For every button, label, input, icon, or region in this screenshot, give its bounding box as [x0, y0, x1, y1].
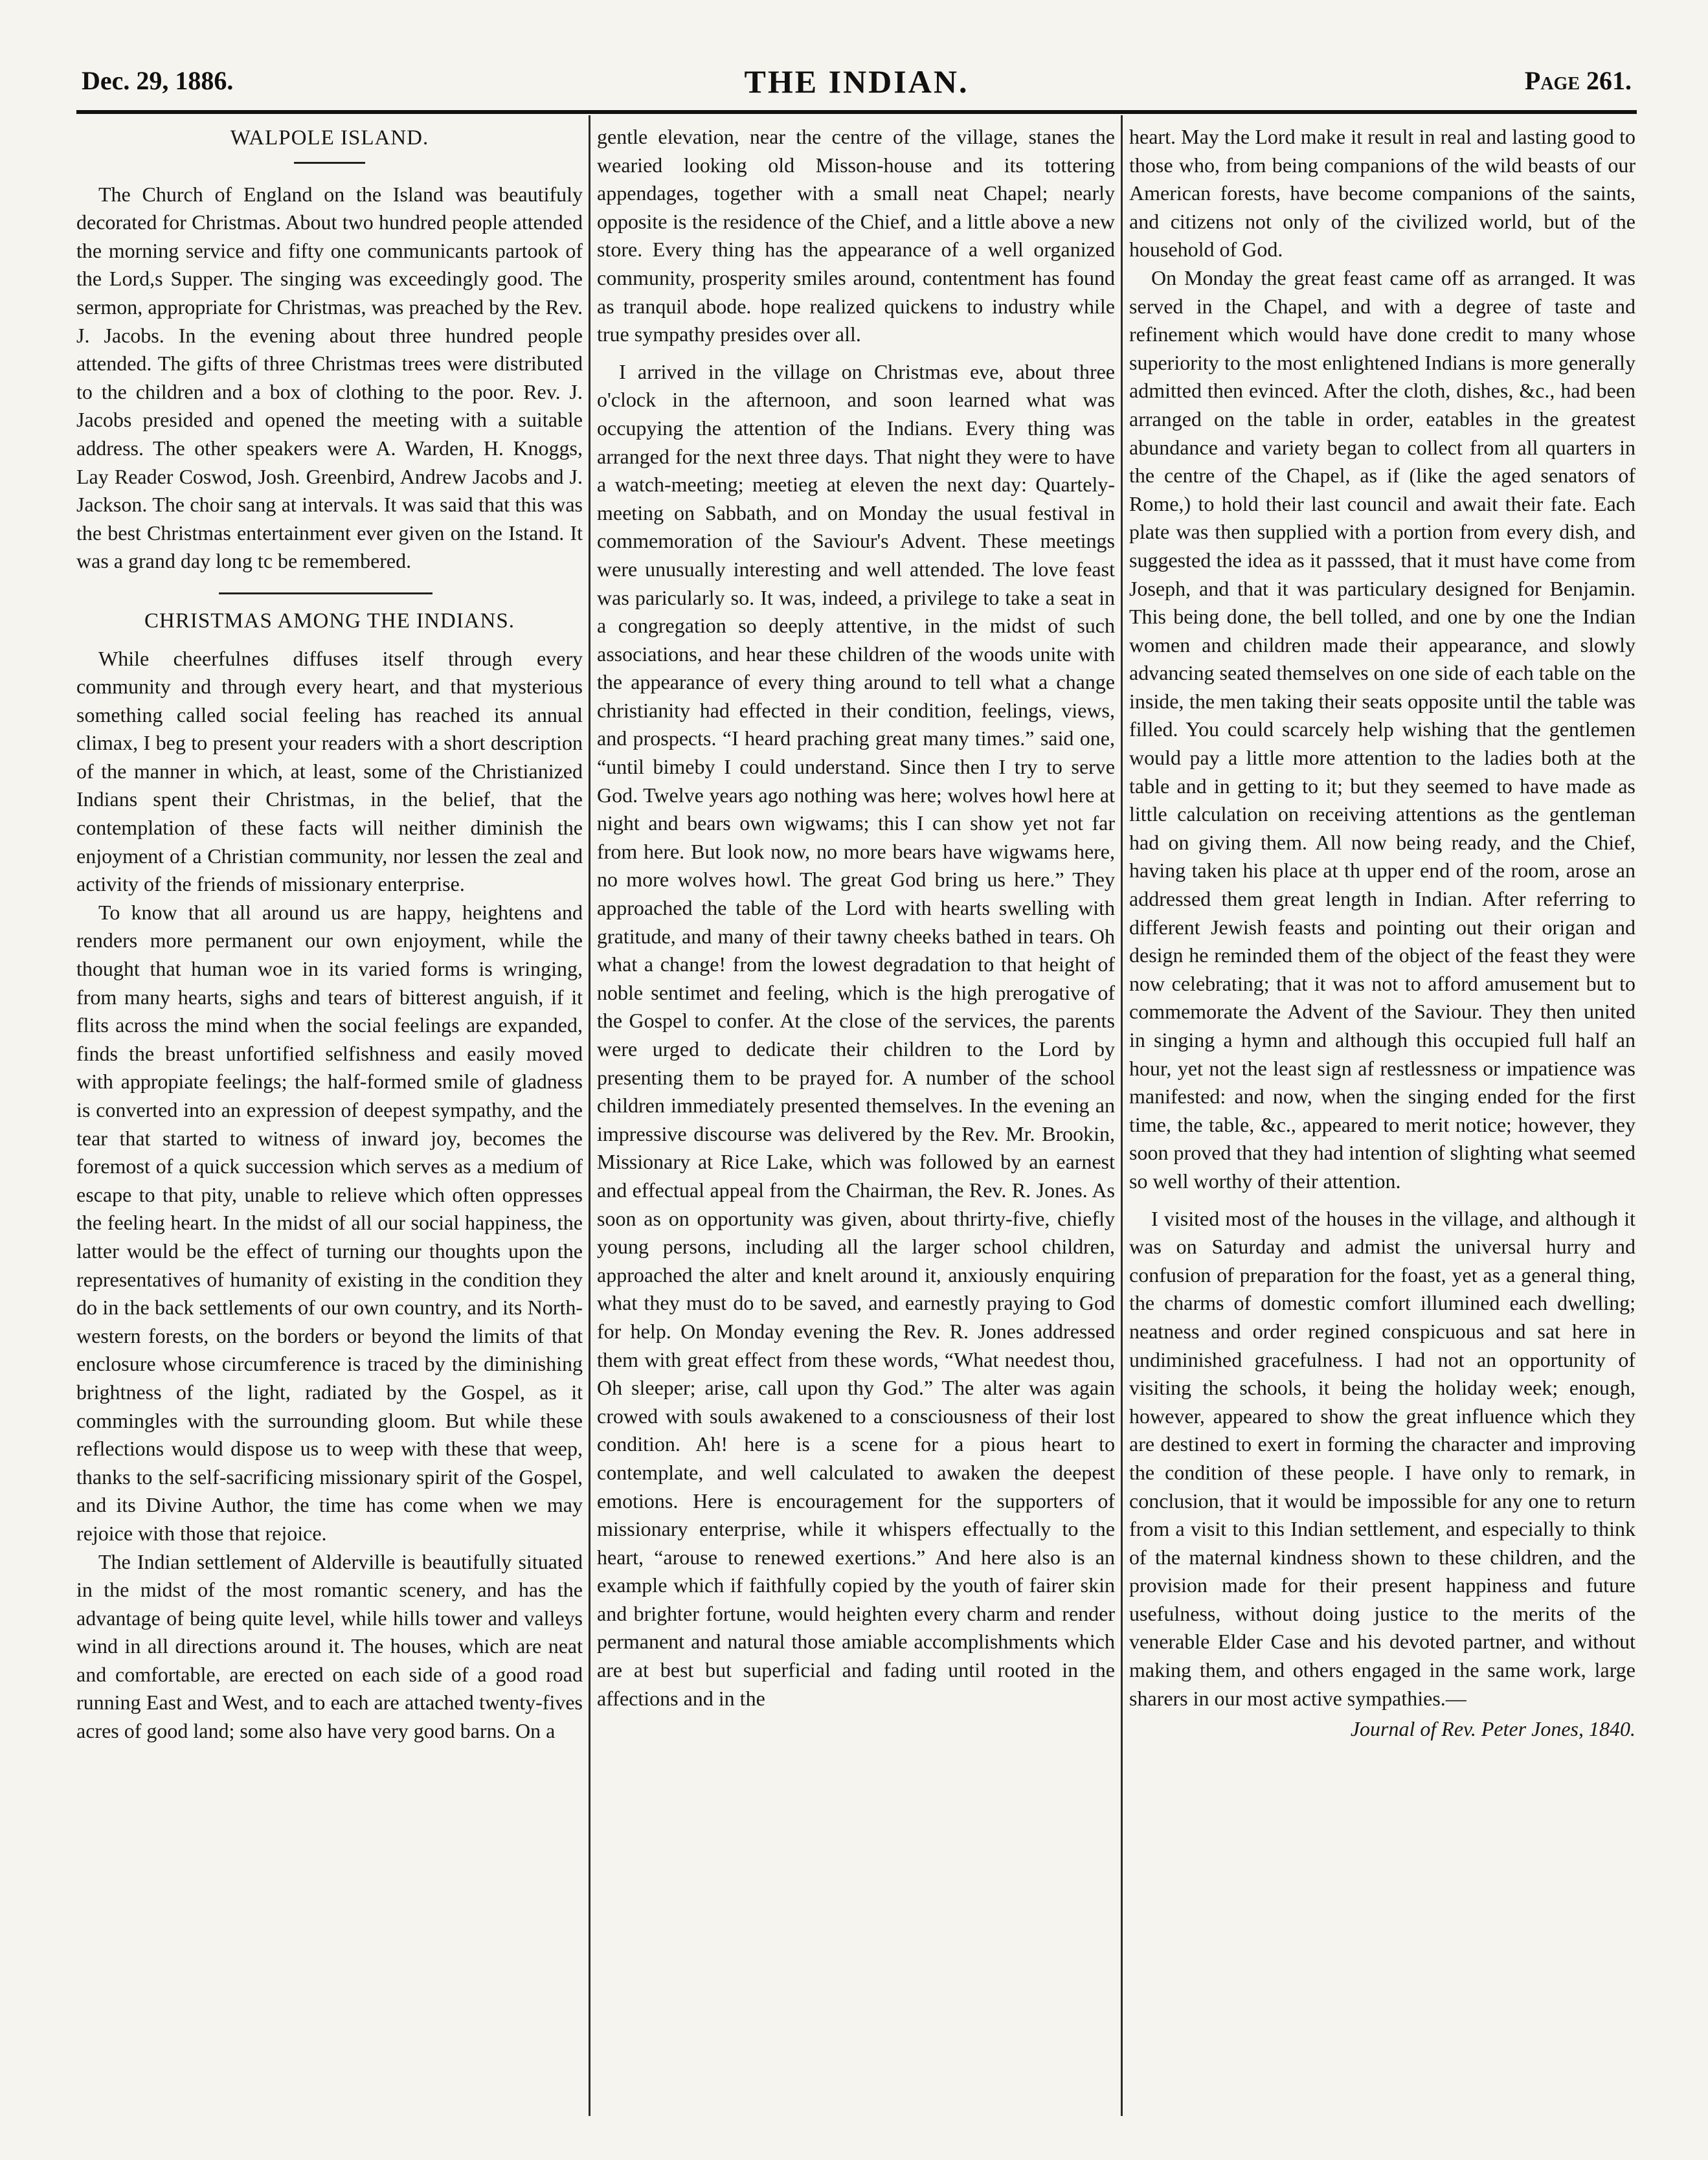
- article-paragraph: I visited most of the houses in the village, and although it was on Saturday and admist the universal hurry and confusion of preparation for the foast, yet as a general thing, the charms of domestic comfort illumined each dwelling; neatness and order regined conspicuous and sat here in undiminished gracefulness. I had not an opportunity of visiting the schools, it being the holiday week; enough, however, appeared to show the great influence which they are destined to exert in forming the character and improving the condition of these people. I have only to remark, in conclusion, that it would be impossible for any one to return from a visit to this Indian settlement, and especially to think of the maternal kindness shown to these children, and the provision made for their present happiness and future usefulness, without doing justice to the merits of the venerable Elder Case and his devoted partner, and without making them, and others engaged in the same work, large sharers in our most active sympathies.—: [1129, 1206, 1635, 1710]
- newspaper-title: THE INDIAN.: [744, 63, 969, 100]
- article-heading-walpole-island: WALPOLE ISLAND.: [230, 126, 429, 150]
- article-paragraph: gentle elevation, near the centre of the village, stanes the wearied looking old Misson-house and its tottering appendages, together with a small neat Chapel; nearly opposite is the residence of the Chief, and a little above a new store. Every thing has the appearance of a well organized community, prosperity smiles around, contentment has found as tranquil abode. hope realized quickens to industry while true sympathy presides over all.: [597, 125, 1115, 346]
- heading-rule: [294, 162, 365, 164]
- column-divider: [1121, 115, 1123, 2116]
- article-paragraph: heart. May the Lord make it result in real and lasting good to those who, from being companions of the wild beasts of our American forests, have become companions of the saints, and citizens not only of the civilized world, but of the household of God.: [1129, 125, 1635, 262]
- article-separator-rule: [219, 592, 433, 594]
- article-paragraph: On Monday the great feast came off as arranged. It was served in the Chapel, and with a degree of taste and refinement which would have done credit to many whose superiority to the most enlightened Indians is more generally admitted then evinced. After the cloth, dishes, &c., had been arranged on the table in order, eatables in the greatest abundance and variety began to collect from all quarters in the centre of the Chapel, as if (like the aged senators of Rome,) to hold their last council and await their fate. Each plate was then supplied with a portion from every dish, and suggested the idea as it passsed, that it must have come from Joseph, and that it was particulary designed for Benjamin. This being done, the bell tolled, and one by one the Indian women and children made their appearance, and slowly advancing seated themselves on one side of each table on the inside, the men taking their seats opposite until the table was filled. You could scarcely help wishing that the gentlemen would pay a little more attention to the ladies both at the table and in getting to it; but they seemed to have made as little calculation on receiving attentions as the gentleman had on giving them. All now being ready, and the Chief, having taken his place at th upper end of the room, arose an addressed them great length in Indian. After referring to different Jewish feasts and pointing out their origan and design he reminded them of the object of the feast they were now celebrating; that it was not to afford amusement but to commemorate the Advent of the Saviour. They then united in singing a hymn and although this occupied full half an hour, yet not the least sign af restlessness or impatience was manifested: and now, when the singing ended for the first time, the table, &c., appeared to merit notice; however, they soon proved that they had intention of slighting what seemed so well worthy of their attention.: [1129, 265, 1635, 1193]
- column-divider: [589, 115, 590, 2116]
- article-paragraph: I arrived in the village on Christmas eve, about three o'clock in the afternoon, and soon learned what was occupying the attention of the Indians. Every thing was arranged for the next three days. That night they were to have a watch-meeting; meetieg at eleven the next day: Quartely-meeting on Sabbath, and on Monday the usual festival in commemoration of the Saviour's Advent. These meetings were unusually interesting and well attended. The love feast was paricularly so. It was, indeed, a privilege to take a seat in a congregation so deeply attentive, in the midst of such associations, and hear these children of the woods unite with the appearance of every thing around to tell what a change christianity had effected in their condition, feelings, views, and prospects. “I heard praching great many times.” said one, “until bimeby I could understand. Since then I try to serve God. Twelve years ago nothing was here; wolves howl here at night and bears own wigwams; this I can show yet not far from here. But look now, no more bears have wigwams here, no more wolves howl. The great God bring us here.” They approached the table of the Lord with hearts swelling with gratitude, and many of their tawny cheeks bathed in tears. Oh what a change! from the lowest degradation to that height of noble sentimet and feeling, which is the high prerogative of the Gospel to confer. At the close of the services, the parents were urged to dedicate their children to the Lord by presenting them to be prayed for. A number of the school children immediately presented themselves. In the evening an impressive discourse was delivered by the Rev. Mr. Brookin, Missionary at Rice Lake, which was followed by an earnest and effectual appeal from the Chairman, the Rev. R. Jones. As soon as on opportunity was given, about thrirty-five, chiefly young persons, including all the larger school children, approached the alter and knelt around it, anxiously enquiring what they must do to be saved, and earnestly praying to God for help. On Monday evening the Rev. R. Jones addressed them with great effect from these words, “What needest thou, Oh sleeper; arise, call upon thy God.” The alter was again crowed with souls awakened to a consciousness of their lost condition. Ah! here is a scene for a pious heart to contemplate, and well calculated to awaken the deepest emotions. Here is encouragement for the supporters of missionary enterprise, while it whispers effectually to the heart, “arouse to renewed exertions.” And here also is an example which if faithfully copied by the youth of fairer skin and brighter fortune, would heighten every charm and render permanent and natural those amiable accomplishments which are at best but superficial and fading until rooted in the affections and in the: [597, 359, 1115, 1710]
- article-heading-christmas-among-indians: CHRISTMAS AMONG THE INDIANS.: [144, 609, 515, 633]
- issue-date: Dec. 29, 1886.: [82, 66, 234, 95]
- article-paragraph: The Church of England on the Island was beautifuly decorated for Christmas. About two hundred people attended the morning service and fifty one communicants partook of the Lord,s Supper. The singing was exceedingly good. The sermon, appropriate for Christmas, was preached by the Rev. J. Jacobs. In the evening about three hundred people attended. The gifts of three Christmas trees were distributed to the children and a box of clothing to the poor. Rev. J. Jacobs presided and opened the meeting with a suitable address. The other speakers were A. Warden, H. Knoggs, Lay Reader Coswod, Josh. Greenbird, Andrew Jacobs and J. Jackson. The choir sang at intervals. It was said that this was the best Christmas entertainment ever given on the Istand. It was a grand day long tc be remembered.: [76, 182, 583, 573]
- article-paragraph: To know that all around us are happy, heightens and renders more permanent our own enjoyment, while the thought that human woe in its varied forms is wringing, from many hearts, sighs and tears of bitterest anguish, if it flits across the mind when the social feelings are expanded, finds the breast unfortified selfishness and easily moved with appropiate feelings; the half-formed smile of gladness is converted into an expression of deepest sympathy, and the tear that started to witness of inward joy, becomes the foremost of a quick succession which serves as a medium of escape to that pity, unable to relieve which often oppresses the feeling heart. In the midst of all our social happiness, the latter would be the effect of turning our thoughts upon the representatives of humanity of existing in the condition they do in the back settlements of our own country, and its North-western forests, on the borders or beyond the limits of that enclosure whose circumference is traced by the diminishing brightness of the light, radiated by the Gospel, as it commingles with the surrounding gloom. But while these reflections would dispose us to weep with these that weep, thanks to the self-sacrificing missionary spirit of the Gospel, and its Divine Author, the time has come when we may rejoice with those that rejoice.: [76, 900, 583, 1545]
- page-number: Page 261.: [1524, 66, 1632, 95]
- article-paragraph: The Indian settlement of Alderville is beautifully situated in the midst of the most romantic scenery, and has the advantage of being quite level, while hills tower and valleys wind in all directions around it. The houses, which are neat and comfortable, are erected on each side of a good road running East and West, and to each are attached twenty-fives acres of good land; some also have very good barns. On a: [76, 1549, 583, 1743]
- column-2: [597, 123, 1115, 2117]
- masthead: [76, 62, 1637, 114]
- article-source-signature: Journal of Rev. Peter Jones, 1840.: [1350, 1717, 1635, 1741]
- article-paragraph: While cheerfulnes diffuses itself through every community and through every heart, and that mysterious something called social feeling has reached its annual climax, I beg to present your readers with a short description of the manner in which, at least, some of the Christianized Indians spent their Christmas, in the belief, that the contemplation of these facts will neither diminish the enjoyment of a Christian community, nor lessen the zeal and activity of the friends of missionary enterprise.: [76, 646, 583, 896]
- column-3: [1129, 123, 1635, 2117]
- column-1: [76, 123, 583, 2117]
